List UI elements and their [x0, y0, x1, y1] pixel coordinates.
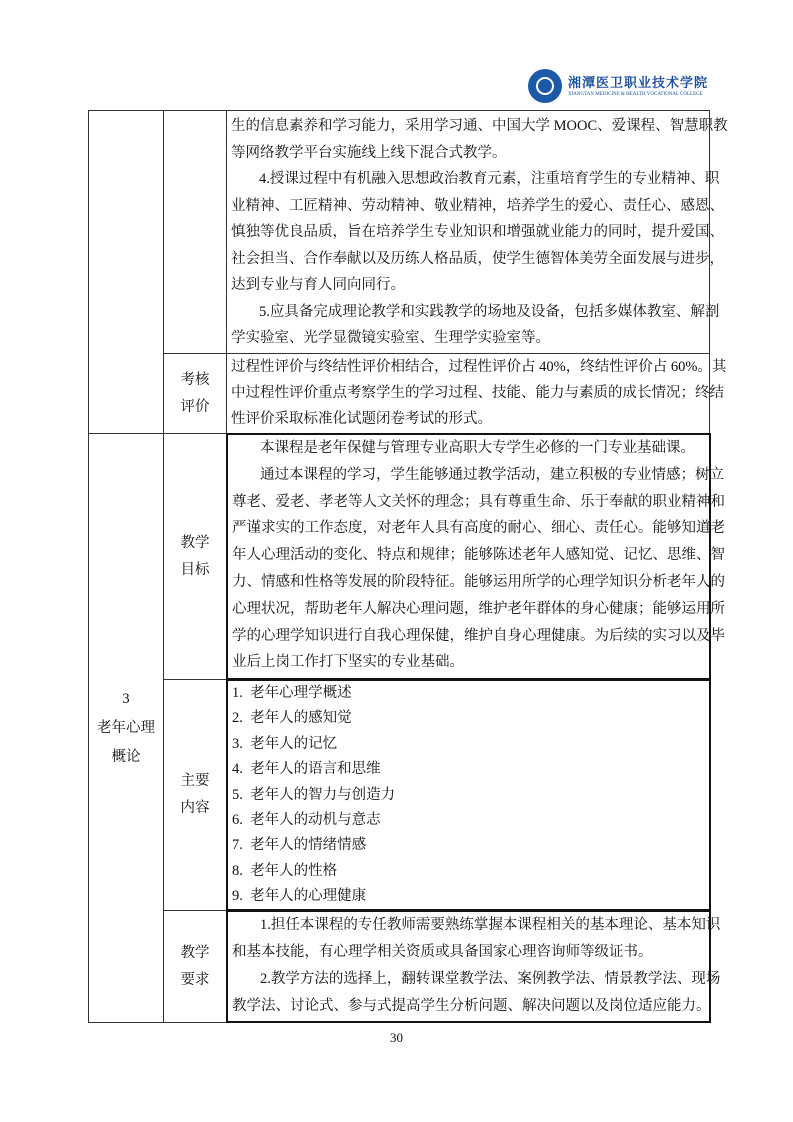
list-item: 3. 老年人的记忆: [232, 735, 338, 752]
course-name-line: 老年心理: [97, 719, 155, 736]
list-item: 9. 老年人的心理健康: [232, 888, 367, 905]
text-line: 心理状况，帮助老年人解决心理问题，维护老年群体的身心健康；能够运用所: [232, 600, 725, 617]
text-line: 业后上岗工作打下坚实的专业基础。: [232, 654, 464, 671]
course-number: 3: [122, 690, 130, 707]
text-line: 4.授课过程中有机融入思想政治教育元素，注重培育学生的专业精神、职: [259, 171, 720, 187]
logo-english-name: XIANGTAN MEDICINE & HEALTH VOCATIONAL COLLEGE: [568, 91, 703, 97]
label-line: 目标: [180, 561, 210, 578]
list-item: 7. 老年人的情绪情感: [232, 837, 367, 854]
text-line: 年人心理活动的变化、特点和规律；能够陈述老年人感知觉、记忆、思维、智: [232, 547, 725, 564]
assessment-label: [163, 353, 227, 434]
text-line: 业精神、工匠精神、劳动精神、敬业精神，培养学生的爱心、责任心、感恩、: [231, 197, 724, 214]
text-line: 学的心理学知识进行自我心理保健，维护自身心理健康。为后续的实习以及毕: [232, 627, 725, 644]
list-item: 8. 老年人的性格: [232, 862, 338, 879]
assessment-cell: [226, 353, 727, 434]
list-item: 4. 老年人的语言和思维: [232, 761, 381, 778]
content-list: [226, 679, 711, 911]
course3-name-cell: [88, 433, 164, 1023]
list-item: 2. 老年人的感知觉: [232, 710, 352, 727]
label-line: 教学: [180, 534, 210, 551]
text-line: 通过本课程的学习，学生能够通过教学活动，建立积极的专业情感；树立: [260, 466, 724, 483]
course2-name-cell: [88, 110, 164, 434]
text-line: 生的信息素养和学习能力，采用学习通、中国大学 MOOC、爱课程、智慧职教: [231, 118, 728, 134]
text-line: 过程性评价与终结性评价相结合，过程性评价占 40%，终结性评价占 60%。其: [231, 359, 727, 375]
text-line: 和基本技能，有心理学相关资质或具备国家心理咨询师等级证书。: [232, 944, 653, 960]
requirement-cell: [226, 910, 721, 1023]
text-line: 1.担任本课程的专任教师需要熟练掌握本课程相关的基本理论、基本知识: [260, 917, 721, 933]
text-line: 慎独等优良品质，旨在培养学生专业知识和增强就业能力的同时，提升爱国、: [231, 224, 724, 240]
text-line: 2.教学方法的选择上，翻转课堂教学法、案例教学法、情景教学法、现场: [260, 971, 721, 987]
text-line: 学实验室、光学显微镜实验室、生理学实验室等。: [231, 330, 550, 346]
text-line: 性评价采取标准化试题闭卷考试的形式。: [231, 411, 492, 427]
goal-label: [163, 433, 227, 680]
text-line: 达到专业与育人同向同行。: [231, 277, 405, 293]
text-line: 等网络教学平台实施线上线下混合式教学。: [231, 144, 507, 161]
text-line: 中过程性评价重点考察学生的学习过程、技能、能力与素质的成长情况；终结: [231, 385, 724, 401]
label-line: 要求: [180, 971, 210, 988]
text-line: 力、情感和性格等发展的阶段特征。能够运用所学的心理学知识分析老年人的: [232, 573, 725, 590]
text-line: 教学法、讨论式、参与式提高学生分析问题、解决问题以及岗位适应能力。: [232, 998, 711, 1014]
course2-implementation-cell: [226, 110, 728, 354]
college-logo: [528, 66, 708, 106]
course-name-line: 概论: [111, 748, 141, 765]
content-label: [163, 679, 227, 911]
requirement-label: [163, 910, 227, 1023]
label-line: 考核: [180, 371, 210, 388]
text-line: 5.应具备完成理论教学和实践教学的场地及设备，包括多媒体教室、解剖: [259, 303, 720, 320]
text-line: 社会担当、合作奉献以及历练人格品质，使学生德智体美劳全面发展与进步，: [231, 250, 724, 267]
text-line: 本课程是老年保健与管理专业高职大专学生必修的一门专业基础课。: [260, 440, 695, 456]
label-line: 评价: [180, 398, 210, 415]
college-seal-icon: [528, 69, 562, 103]
page-number: 30: [390, 1030, 403, 1045]
list-item: 6. 老年人的动机与意志: [232, 812, 381, 829]
text-line: 严谨求实的工作态度，对老年人具有高度的耐心、细心、责任心。能够知道老: [232, 520, 725, 537]
label-line: 教学: [180, 944, 210, 961]
list-item: 5. 老年人的智力与创造力: [232, 786, 396, 803]
label-line: 内容: [180, 800, 210, 816]
list-item: 1. 老年心理学概述: [232, 685, 352, 701]
text-line: 尊老、爱老、孝老等人文关怀的理念；具有尊重生命、乐于奉献的职业精神和: [232, 493, 725, 510]
logo-chinese-name: 湘潭医卫职业技术学院: [568, 74, 709, 90]
label-line: 主要: [180, 773, 210, 789]
goal-cell: [226, 433, 725, 680]
course2-label-cell: [163, 110, 227, 354]
